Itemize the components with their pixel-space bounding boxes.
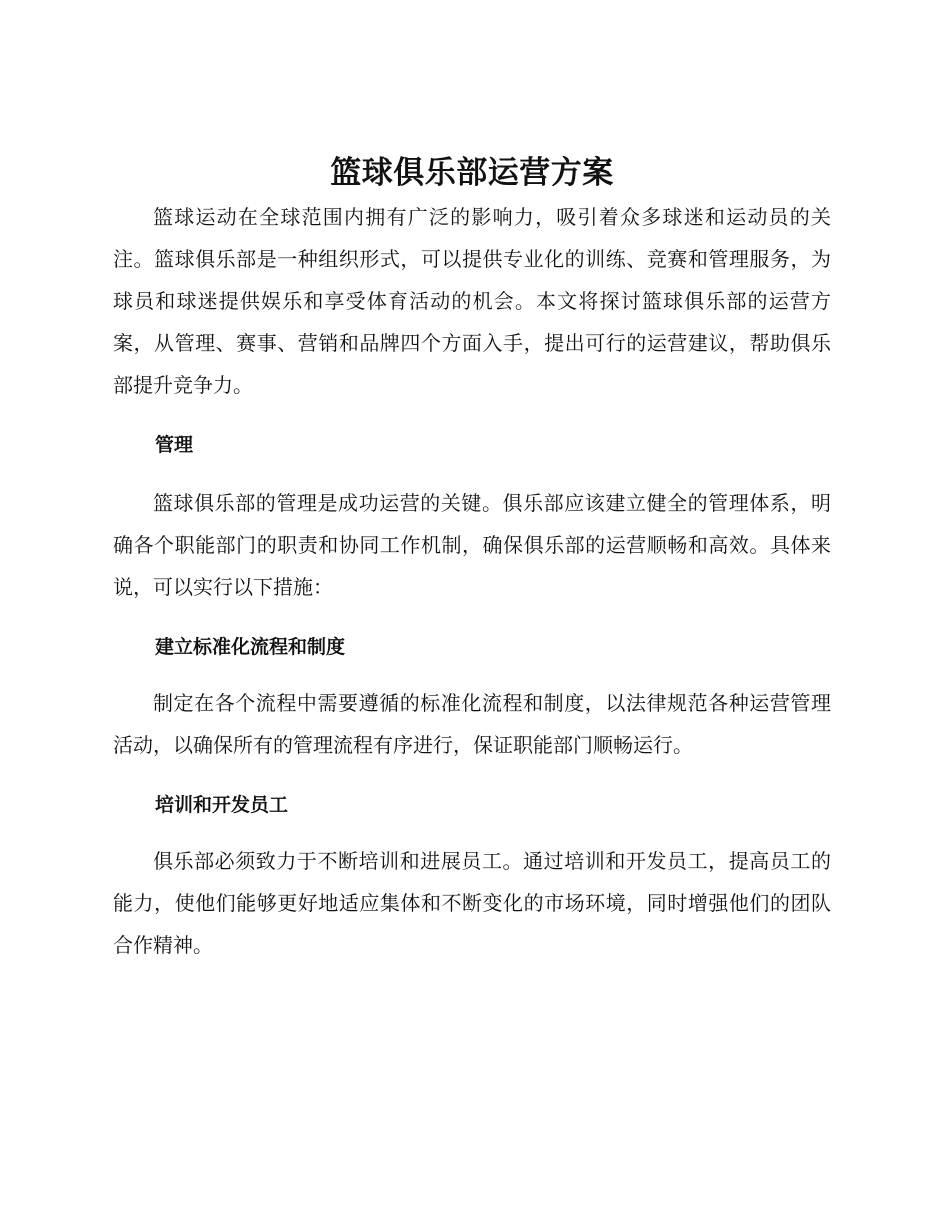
section-heading-management: 管理 [155, 434, 194, 456]
section-body-staff-training: 俱乐部必须致力于不断培训和进展员工。通过培训和开发员工，提高员工的能力，使他们能够更好地适应集体和不断变化的市场环境，同时增强他们的团队合作精神。 [113, 849, 831, 957]
section-heading-standardization: 建立标准化流程和制度 [155, 636, 346, 658]
document-title: 篮球俱乐部运营方案 [330, 155, 614, 191]
document-body [113, 150, 831, 966]
intro-paragraph: 篮球运动在全球范围内拥有广泛的影响力，吸引着众多球迷和运动员的关注。篮球俱乐部是一种组织形式，可以提供专业化的训练、竞赛和管理服务，为球员和球迷提供娱乐和享受体育活动的机会。本文将探讨篮球俱乐部的运营方案，从管理、赛事、营销和品牌四个方面入手，提出可行的运营建议，帮助俱乐部提升竞争力。 [113, 205, 831, 397]
section-body-standardization: 制定在各个流程中需要遵循的标准化流程和制度，以法律规范各种运营管理活动，以确保所有的管理流程有序进行，保证职能部门顺畅运行。 [113, 691, 831, 757]
section-body-management: 篮球俱乐部的管理是成功运营的关键。俱乐部应该建立健全的管理体系，明确各个职能部门的职责和协同工作机制，确保俱乐部的运营顺畅和高效。具体来说，可以实行以下措施： [113, 491, 831, 599]
section-heading-staff-training: 培训和开发员工 [155, 794, 289, 816]
